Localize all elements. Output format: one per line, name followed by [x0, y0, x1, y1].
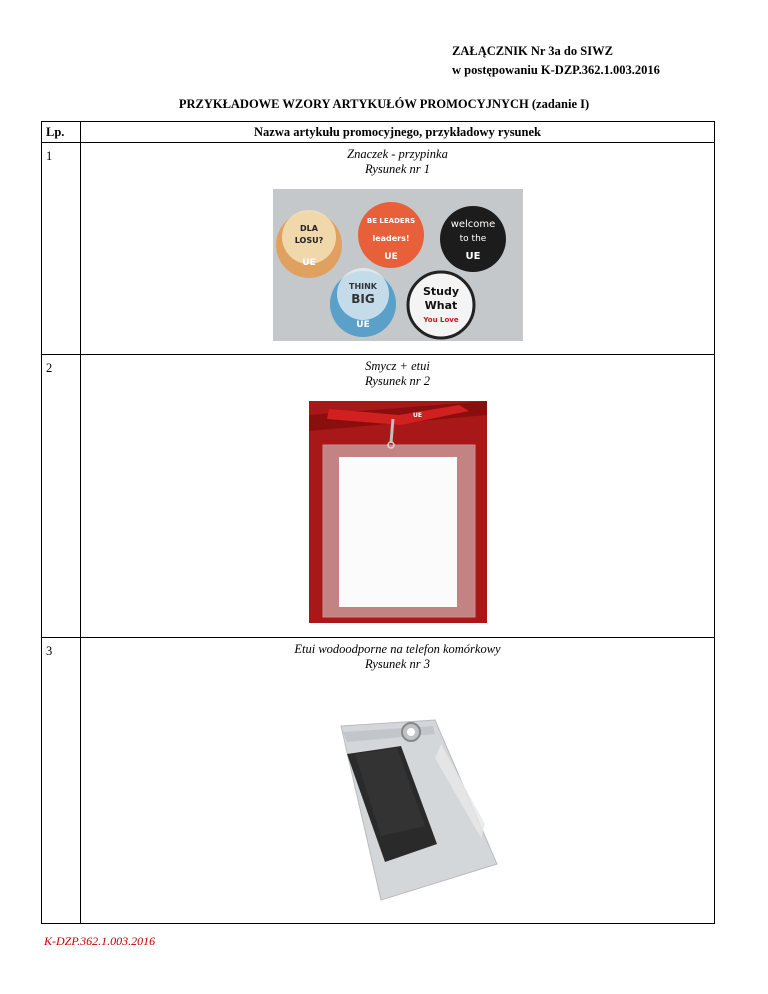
svg-text:welcome: welcome — [450, 219, 495, 230]
waterproof-case-photo — [285, 714, 511, 902]
page-title: PRZYKŁADOWE WZORY ARTYKUŁÓW PROMOCYJNYCH (zadanie I) — [178, 97, 590, 111]
badge — [408, 272, 474, 338]
table-row — [42, 638, 715, 924]
svg-text:What: What — [424, 299, 457, 312]
item-name: Znaczek - przypinka — [347, 147, 448, 161]
svg-text:to the: to the — [459, 234, 486, 244]
attachment-number: ZAŁĄCZNIK Nr 3a do SIWZ — [452, 44, 613, 58]
row-number: 2 — [42, 355, 81, 638]
svg-text:THINK: THINK — [348, 282, 377, 291]
badge — [440, 206, 506, 272]
table-header-row — [42, 122, 715, 143]
svg-text:You Love: You Love — [422, 316, 459, 324]
svg-text:UE: UE — [383, 252, 398, 262]
badge — [358, 202, 424, 268]
item-cell — [81, 638, 715, 924]
item-name: Etui wodoodporne na telefon komórkowy — [294, 642, 501, 656]
svg-text:leaders!: leaders! — [371, 234, 410, 243]
table-row — [42, 355, 715, 638]
table-row — [42, 143, 715, 355]
svg-text:LOSU?: LOSU? — [294, 236, 323, 245]
figure-label: Rysunek nr 3 — [364, 657, 431, 671]
svg-text:UE: UE — [412, 412, 422, 419]
items-table — [41, 121, 715, 924]
column-header-name: Nazwa artykułu promocyjnego, przykładowy rysunek — [81, 122, 715, 143]
figure-label: Rysunek nr 2 — [364, 374, 431, 388]
figure-label: Rysunek nr 1 — [364, 162, 431, 176]
svg-text:UE: UE — [301, 258, 316, 268]
svg-text:DLA: DLA — [299, 224, 318, 233]
svg-text:Study: Study — [422, 285, 459, 298]
item-name: Smycz + etui — [365, 359, 430, 373]
svg-text:UE: UE — [355, 320, 370, 330]
svg-text:UE: UE — [465, 251, 480, 262]
row-number: 1 — [42, 143, 81, 355]
row-number: 3 — [42, 638, 81, 924]
procedure-reference: w postępowaniu K-DZP.362.1.003.2016 — [452, 63, 660, 77]
lanyard-photo — [309, 401, 487, 623]
svg-text:BE LEADERS: BE LEADERS — [366, 217, 415, 225]
column-header-lp: Lp. — [42, 122, 81, 143]
svg-text:BIG: BIG — [350, 292, 375, 306]
footer-reference: K-DZP.362.1.003.2016 — [44, 934, 156, 948]
item-cell — [81, 143, 715, 355]
badges-photo — [273, 189, 523, 341]
document-header — [452, 42, 660, 80]
item-cell — [81, 355, 715, 638]
